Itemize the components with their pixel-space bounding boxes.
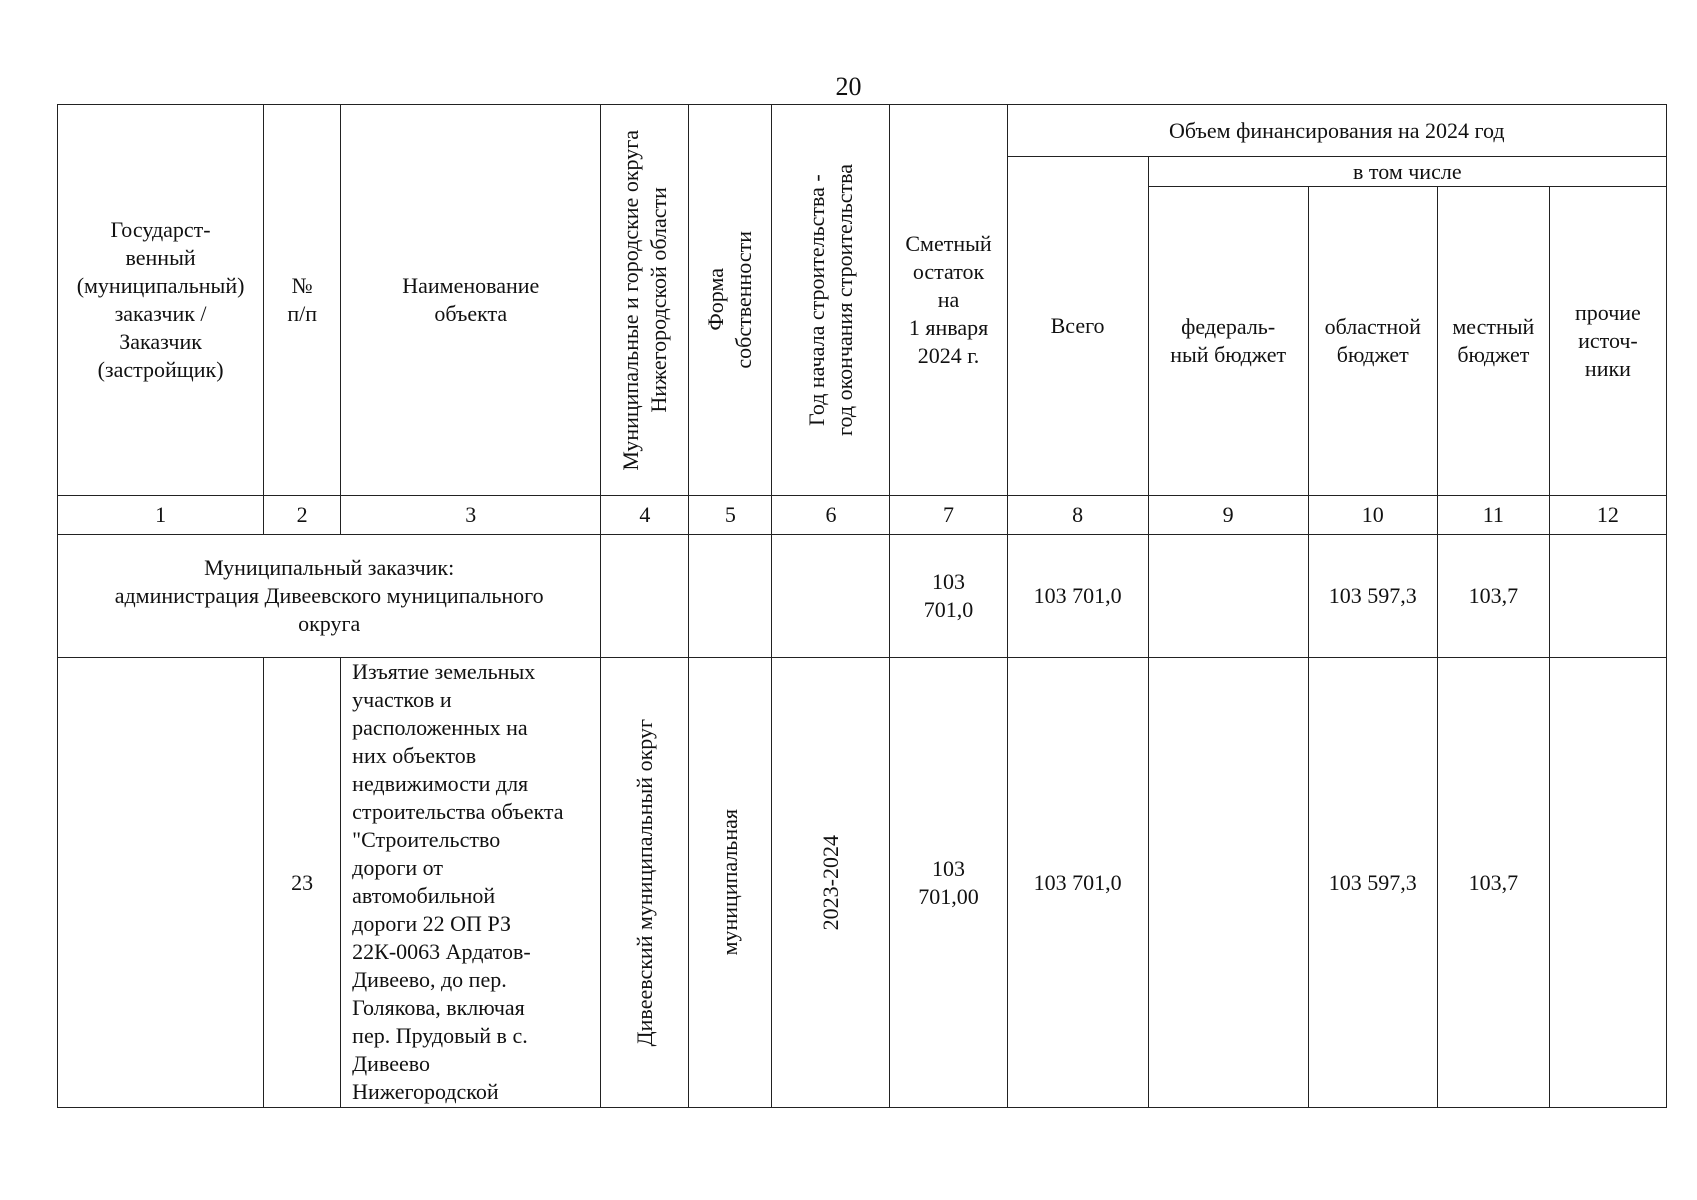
summary-federal [1148,535,1308,658]
header-total: Всего [1007,157,1148,496]
summary-total: 103 701,0 [1007,535,1148,658]
object-federal [1148,658,1308,1108]
summary-district-empty [601,535,689,658]
page-number: 20 [835,72,862,101]
financing-table [57,104,1667,1108]
col-num-6: 6 [772,496,890,535]
header-years: Год начала строительства - год окончания строительства [772,105,890,496]
col-num-12: 12 [1549,496,1666,535]
summary-estimate: 103 701,0 [890,535,1007,658]
object-other [1549,658,1666,1108]
col-num-11: 11 [1437,496,1549,535]
header-num: № п/п [264,105,341,496]
col-num-8: 8 [1007,496,1148,535]
object-name: Изъятие земельных участков и расположенных на них объектов недвижимости для строительства объекта "Строительство дороги от автомобильной дороги 22 ОП РЗ 22К-0063 Ардатов- Дивеево, до пер. Голякова, включая пер. Прудовый в с. Дивеево Нижегородской [341,658,601,1108]
summary-other [1549,535,1666,658]
header-other: прочие источ- ники [1549,187,1666,496]
header-estimate: Сметный остаток на 1 января 2024 г. [890,105,1007,496]
header-including: в том числе [1148,157,1666,187]
header-local: местный бюджет [1437,187,1549,496]
summary-local: 103,7 [1437,535,1549,658]
header-ownership: Форма собственности [689,105,772,496]
summary-customer: Муниципальный заказчик: администрация Дивеевского муниципального округа [58,535,601,658]
col-num-3: 3 [341,496,601,535]
object-regional: 103 597,3 [1308,658,1437,1108]
col-num-9: 9 [1148,496,1308,535]
object-local: 103,7 [1437,658,1549,1108]
object-ownership: муниципальная [689,658,772,1108]
col-num-5: 5 [689,496,772,535]
object-years: 2023-2024 [772,658,890,1108]
header-regional: областной бюджет [1308,187,1437,496]
header-federal: федераль- ный бюджет [1148,187,1308,496]
summary-regional: 103 597,3 [1308,535,1437,658]
col-num-10: 10 [1308,496,1437,535]
header-financing: Объем финансирования на 2024 год [1007,105,1666,157]
object-num: 23 [264,658,341,1108]
summary-row [58,535,1667,658]
column-numbers-row [58,496,1667,535]
col-num-4: 4 [601,496,689,535]
header-object-name: Наименование объекта [341,105,601,496]
summary-years-empty [772,535,890,658]
object-total: 103 701,0 [1007,658,1148,1108]
object-customer-empty [58,658,264,1108]
object-row [58,658,1667,1108]
col-num-2: 2 [264,496,341,535]
object-municipal-district: Дивеевский муниципальный округ [601,658,689,1108]
object-estimate: 103 701,00 [890,658,1007,1108]
col-num-7: 7 [890,496,1007,535]
header-municipal-district: Муниципальные и городские округа Нижегородской области [601,105,689,496]
header-customer: Государст- венный (муниципальный) заказчик / Заказчик (застройщик) [58,105,264,496]
summary-ownership-empty [689,535,772,658]
col-num-1: 1 [58,496,264,535]
